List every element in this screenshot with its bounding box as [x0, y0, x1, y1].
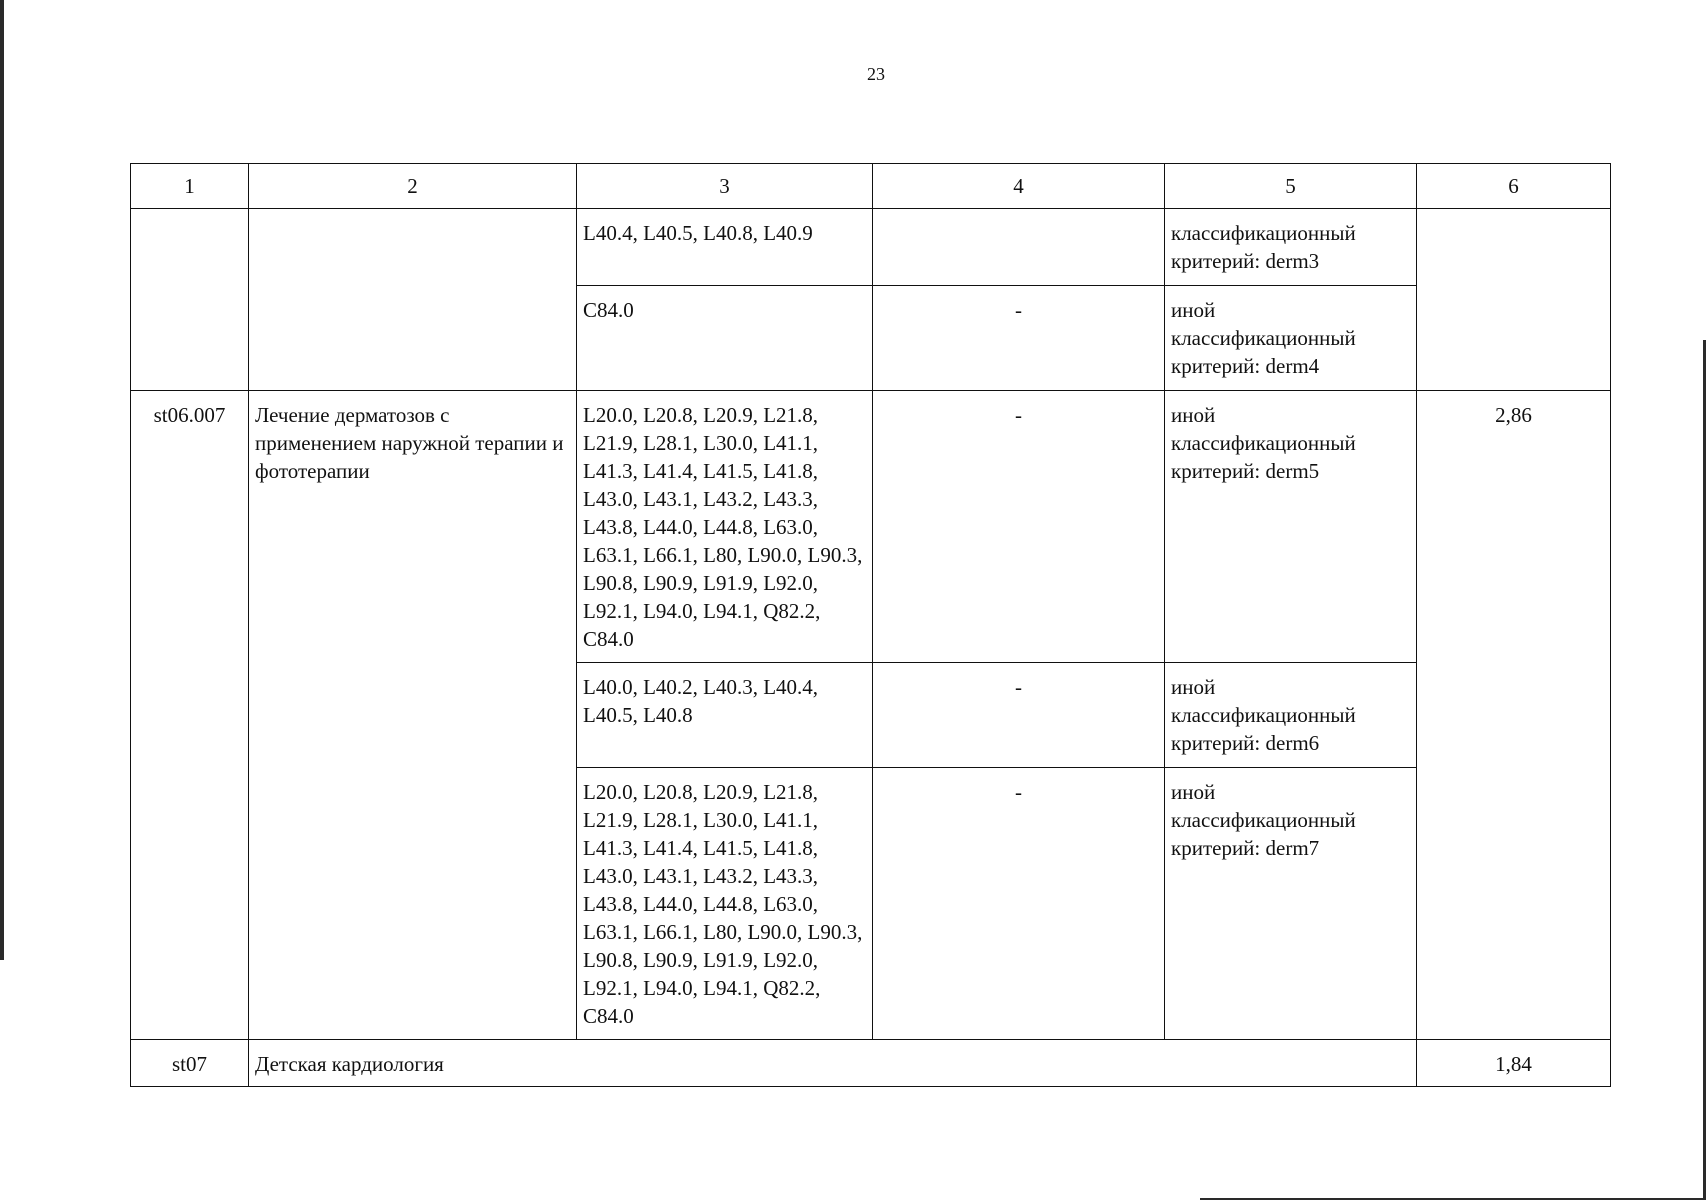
diagnosis-codes-cell: L20.0, L20.8, L20.9, L21.8, L21.9, L28.1, L30.0, L41.1, L41.3, L41.4, L41.5, L41.8, L43.0, L43.1, L43.2, L43.3, L43.8, L44.0, L44.8, L63.0, L63.1, L66.1, L80, L90.0, L90.3, L90.8, L90.9, L91.9, L92.0, L92.1, L94.0, L94.1, Q82.2, C84.0 — [577, 391, 873, 663]
header-cell: 5 — [1165, 164, 1417, 209]
profile-code-cell: st07 — [131, 1040, 249, 1087]
diagnosis-codes-cell: L40.0, L40.2, L40.3, L40.4, L40.5, L40.8 — [577, 663, 873, 768]
scan-edge-left — [0, 0, 4, 960]
diagnosis-codes-cell: L20.0, L20.8, L20.9, L21.8, L21.9, L28.1, L30.0, L41.1, L41.3, L41.4, L41.5, L41.8, L43.0, L43.1, L43.2, L43.3, L43.8, L44.0, L44.8, L63.0, L63.1, L66.1, L80, L90.0, L90.3, L90.8, L90.9, L91.9, L92.0, L92.1, L94.0, L94.1, Q82.2, C84.0 — [577, 768, 873, 1040]
criterion-line: критерий: derm3 — [1171, 249, 1320, 273]
extra-cell: - — [873, 663, 1165, 768]
criterion-line: критерий: derm6 — [1171, 731, 1320, 755]
criterion-line: классификационный — [1171, 703, 1356, 727]
criterion-line: иной — [1171, 675, 1216, 699]
coefficient-cell: 1,84 — [1417, 1040, 1611, 1087]
tariff-table — [130, 163, 1611, 1087]
table-row — [131, 1040, 1611, 1087]
criterion-line: классификационный — [1171, 326, 1356, 350]
header-cell: 2 — [249, 164, 577, 209]
header-cell: 3 — [577, 164, 873, 209]
table-header-row — [131, 164, 1611, 209]
coefficient-cell-continued — [1417, 209, 1611, 391]
criterion-cell — [1165, 663, 1417, 768]
profile-name-cell: Детская кардиология — [249, 1040, 1417, 1087]
criterion-cell — [1165, 391, 1417, 663]
diagnosis-codes-cell: C84.0 — [577, 286, 873, 391]
kpg-name-cell: Лечение дерматозов с применением наружной терапии и фототерапии — [249, 391, 577, 1040]
kpg-code-cell: st06.007 — [131, 391, 249, 1040]
extra-cell: - — [873, 768, 1165, 1040]
criterion-cell — [1165, 209, 1417, 286]
diagnosis-codes-cell: L40.4, L40.5, L40.8, L40.9 — [577, 209, 873, 286]
criterion-line: критерий: derm5 — [1171, 459, 1320, 483]
criterion-line: классификационный — [1171, 431, 1356, 455]
extra-cell: - — [873, 286, 1165, 391]
extra-cell: - — [873, 391, 1165, 663]
table-row — [131, 391, 1611, 663]
criterion-line: иной — [1171, 403, 1216, 427]
coefficient-cell: 2,86 — [1417, 391, 1611, 1040]
criterion-line: критерий: derm4 — [1171, 354, 1320, 378]
header-cell: 4 — [873, 164, 1165, 209]
extra-cell — [873, 209, 1165, 286]
criterion-line: иной — [1171, 780, 1216, 804]
header-cell: 1 — [131, 164, 249, 209]
header-cell: 6 — [1417, 164, 1611, 209]
name-cell-continued — [249, 209, 577, 391]
criterion-line: классификационный — [1171, 808, 1356, 832]
criterion-cell — [1165, 768, 1417, 1040]
code-cell-continued — [131, 209, 249, 391]
table-row — [131, 209, 1611, 286]
criterion-line: иной — [1171, 298, 1216, 322]
page-number: 23 — [867, 64, 885, 84]
criterion-cell — [1165, 286, 1417, 391]
criterion-line: классификационный — [1171, 221, 1356, 245]
criterion-line: критерий: derm7 — [1171, 836, 1320, 860]
